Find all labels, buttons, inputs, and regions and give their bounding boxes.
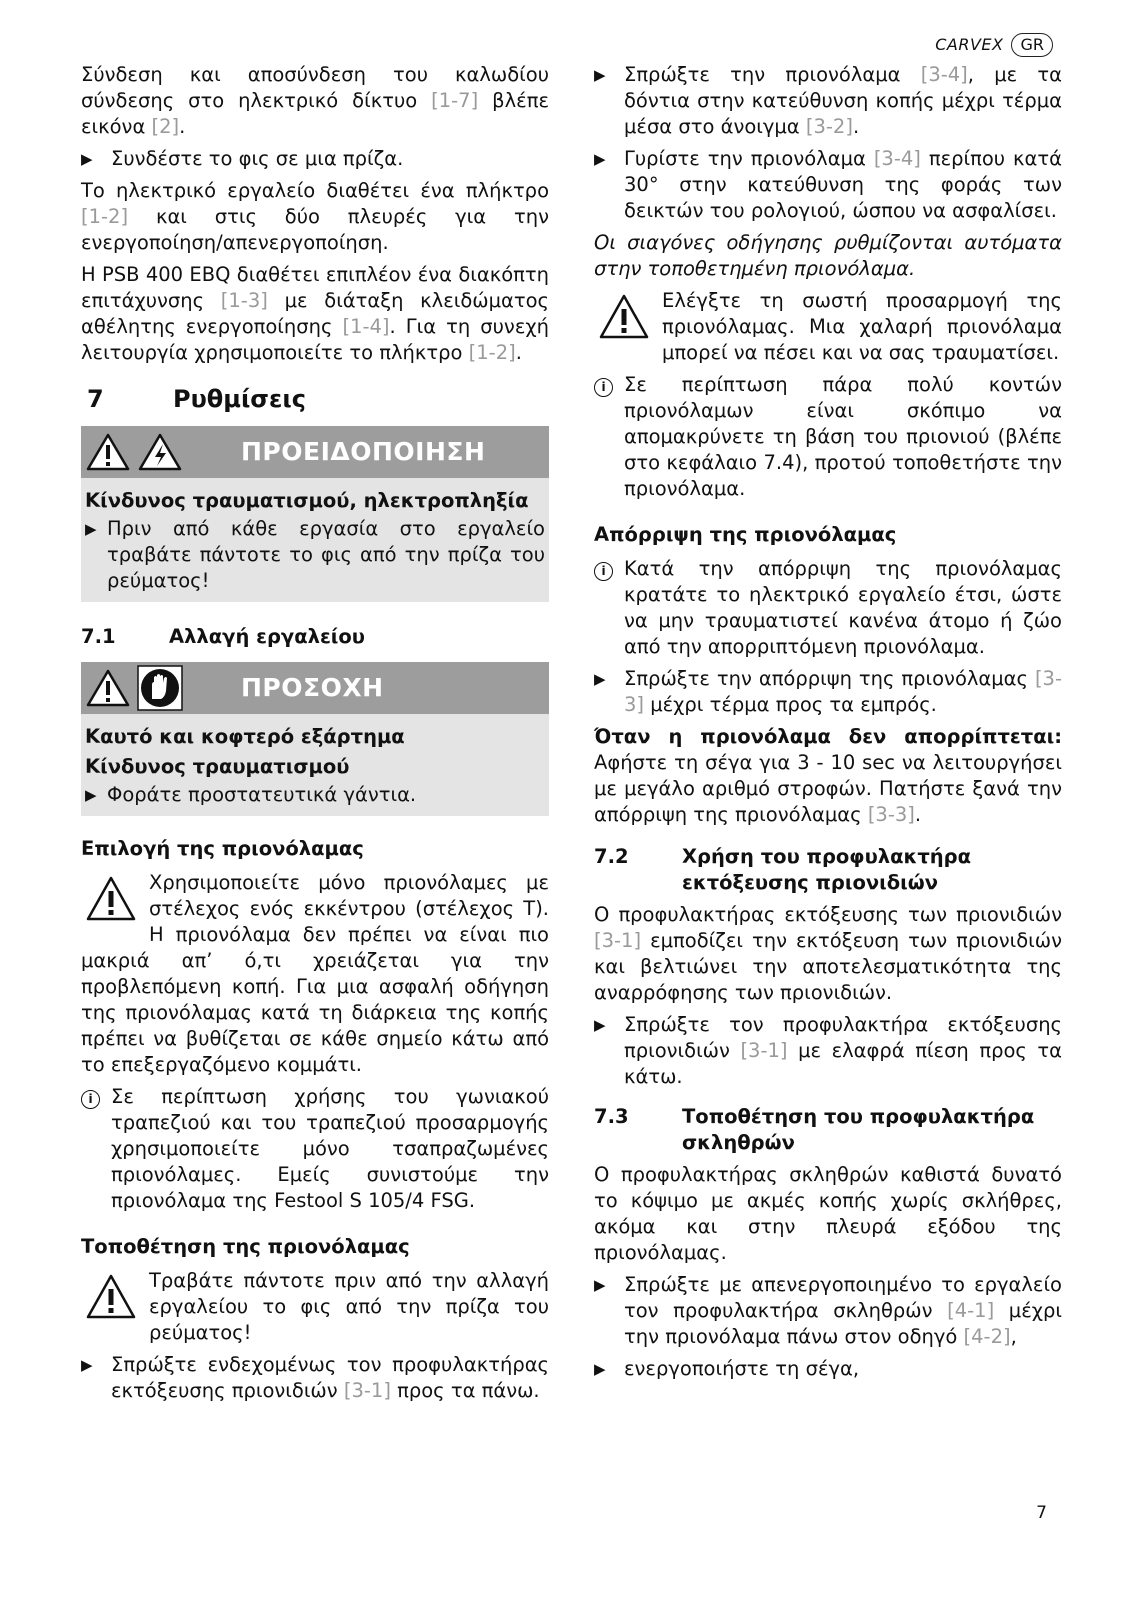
bullet-arrow-icon: ▶ [594, 1360, 606, 1378]
bullet-arrow-icon: ▶ [85, 520, 97, 538]
section-heading-7-2: 7.2 Χρήση του προφυλακτήρα εκτόξευσης πριονιδιών [594, 845, 972, 894]
subheading-blade-selection: Επιλογή της πριονόλαμας [81, 837, 364, 860]
caution-box-heading-1: Καυτό και κοφτερό εξάρτημα [85, 725, 405, 748]
info-circle-icon: i [594, 562, 613, 581]
bullet-arrow-icon: ▶ [81, 150, 93, 168]
bullet-push-chip-guard: ▶ Σπρώξτε τον προφυλακτήρα εκτόξευσης πριονιδιών [3-1] με ελαφρά πίεση προς τα κάτω. [594, 1013, 1062, 1088]
brand-name: CARVEX [935, 35, 1004, 54]
paragraph-connection: Σύνδεση και αποσύνδεση του καλωδίου σύνδεσης στο ηλεκτρικό δίκτυο [1-7] βλέπε εικόνα [2]. [81, 63, 549, 138]
info-note-short-blades: i Σε περίπτωση πάρα πολύ κοντών πριονόλαμων είναι σκόπιμο να απομακρύνετε τη βάση του πριονιού (βλέπε στο κεφάλαιο 7.4), προτού τοποθετήστε την πριονόλαμα. [594, 372, 1062, 502]
gloves-mandatory-icon [137, 665, 183, 711]
info-note-ejection: i Κατά την απόρριψη της πριονόλαμας κρατάτε το ηλεκτρικό εργαλείο έτσι, ώστε να μην τραυματιστεί κανένα άτομο ή ζώο από την απορριπτόμενη πριονόλαμα. [594, 556, 1062, 660]
subheading-blade-insertion: Τοποθέτηση της πριονόλαμας [81, 1235, 410, 1258]
bullet-push-splinter-guard: ▶ Σπρώξτε με απενεργοποιημένο το εργαλείο τον προφυλακτήρα σκληθρών [4-1] μέχρι την πριονόλαμα πάνω στον οδηγό [4-2], [594, 1273, 1062, 1348]
warning-unplug: Τραβάτε πάντοτε πριν από την αλλαγή εργαλείου το φις από την πρίζα του ρεύματος! [81, 1268, 549, 1352]
info-circle-icon: i [81, 1090, 100, 1109]
warning-blade-selection: Χρησιμοποιείτε μόνο πριονόλαμες με στέλεχος ενός εκκέντρου (στέλεχος T). Η πριονόλαμα δεν πρέπει να είναι πιο μακριά απ’ ό,τι χρειάζεται για την προβλεπόμενη κοπή. Για μια ασφαλή οδήγηση της πριονόλαμας κατά τη διάρκεια της κοπής πρέπει να βυθίζεται σε κάθε σημείο κάτω από το επεξεργαζόμενο κομμάτι. [81, 871, 549, 1076]
bullet-rotate-blade: ▶ Γυρίστε την πριονόλαμα [3-4] περίπου κατά 30° στην κατεύθυνση της φοράς των δεικτών του ρολογιού, ώσπου να ασφαλίσει. [594, 147, 1062, 222]
bullet-arrow-icon: ▶ [81, 1356, 93, 1374]
bullet-arrow-icon: ▶ [594, 150, 606, 168]
page-number: 7 [1036, 1503, 1047, 1523]
warning-box-electric: ΠΡΟΕΙΔΟΠΟΙΗΣΗ Κίνδυνος τραυματισμού, ηλεκτροπληξία ▶ Πριν από κάθε εργασία στο εργαλείο τραβάτε πάντοτε το φις από την πρίζα του ρεύματος! [81, 426, 549, 602]
warning-box-title: ΠΡΟΕΙΔΟΠΟΙΗΣΗ [241, 437, 486, 466]
bullet-arrow-icon: ▶ [594, 1016, 606, 1034]
left-column [81, 62, 549, 1410]
section-heading-7: 7 Ρυθμίσεις [87, 385, 306, 413]
paragraph-eject-fails: Όταν η πριονόλαμα δεν απορρίπτεται: Αφήστε τη σέγα για 3 - 10 sec να λειτουργήσει με μεγάλο αριθμό στροφών. Πατήστε ξανά την απόρριψη της πριονόλαμας [3-3]. [594, 725, 1062, 826]
warning-triangle-icon [85, 432, 131, 472]
language-badge: GR [1011, 33, 1053, 57]
info-circle-icon: i [594, 378, 613, 397]
italic-note-guide-jaws: Οι σιαγόνες οδήγησης ρυθμίζονται αυτόματα στην τοποθετημένη πριονόλαμα. [594, 231, 1062, 280]
bullet-switch-on: ▶ ενεργοποιήστε τη σέγα, [594, 1357, 860, 1380]
bullet-push-guard: ▶ Σπρώξτε ενδεχομένως τον προφυλακτήρας εκτόξευσης πριονιδιών [3-1] προς τα πάνω. [81, 1353, 549, 1402]
warning-triangle-icon [85, 1272, 137, 1322]
electric-hazard-icon [137, 432, 183, 472]
bullet-arrow-icon: ▶ [594, 670, 606, 688]
paragraph-chip-guard: Ο προφυλακτήρας εκτόξευσης των πριονιδιών [3-1] εμποδίζει την εκτόξευση των πριονιδιών και βελτιώνει την αποτελεσματικότητα της αναρρόφησης των πριονιδιών. [594, 903, 1062, 1004]
info-note-saw-blades: i Σε περίπτωση χρήσης του γωνιακού τραπεζιού και του τραπεζιού προσαρμογής χρησιμοποιείτε μόνο τσαπραζωμένες πριονόλαμες. Εμείς συνιστούμε την πριονόλαμα της Festool S 105/4 FSG. [81, 1084, 549, 1214]
bullet-arrow-icon: ▶ [594, 1276, 606, 1294]
bullet-plug-in: ▶ Συνδέστε το φις σε μια πρίζα. [81, 147, 404, 170]
paragraph-splinter-guard: Ο προφυλακτήρας σκληθρών καθιστά δυνατό το κόψιμο με ακμές κοπής χωρίς σκλήθρες, ακόμα και στην πλευρά εξόδου της πριονόλαμας. [594, 1163, 1062, 1264]
warning-triangle-icon [85, 668, 131, 708]
paragraph-switch: Το ηλεκτρικό εργαλείο διαθέτει ένα πλήκτρο [1-2] και στις δύο πλευρές για την ενεργοποίηση/απενεργοποίηση. [81, 179, 549, 254]
subheading-blade-ejection: Απόρριψη της πριονόλαμας [594, 523, 897, 546]
warning-triangle-icon [598, 292, 650, 342]
warning-box-heading: Κίνδυνος τραυματισμού, ηλεκτροπληξία [85, 489, 529, 512]
section-heading-7-1: 7.1 Αλλαγή εργαλείου [81, 625, 365, 648]
page-header [935, 32, 1053, 58]
bullet-arrow-icon: ▶ [85, 786, 97, 804]
caution-box-heading-2: Κίνδυνος τραυματισμού [85, 755, 350, 778]
bullet-eject: ▶ Σπρώξτε την απόρριψη της πριονόλαμας [3-3] μέχρι τέρμα προς τα εμπρός. [594, 667, 1062, 716]
bullet-arrow-icon: ▶ [594, 66, 606, 84]
caution-box-title: ΠΡΟΣΟΧΗ [241, 673, 384, 702]
caution-box-gloves: ΠΡΟΣΟΧΗ Καυτό και κοφτερό εξάρτημα Κίνδυνος τραυματισμού ▶ Φοράτε προστατευτικά γάντια. [81, 662, 549, 816]
section-heading-7-3: 7.3 Τοποθέτηση του προφυλακτήρα σκληθρών [594, 1105, 1035, 1154]
right-column [594, 62, 1062, 1388]
warning-check-blade: Ελέγξτε τη σωστή προσαρμογή της πριονόλαμας. Μια χαλαρή πριονόλαμα μπορεί να πέσει και να σας τραυματίσει. [594, 288, 1062, 372]
bullet-insert-blade: ▶ Σπρώξτε την πριονόλαμα [3-4], με τα δόντια στην κατεύθυνση κοπής μέχρι τέρμα μέσα στο άνοιγμα [3-2]. [594, 63, 1062, 138]
warning-triangle-icon [85, 874, 137, 924]
paragraph-accelerator: Η PSB 400 EBQ διαθέτει επιπλέον ένα διακόπτη επιτάχυνσης [1-3] με διάταξη κλειδώματος αθέλητης ενεργοποίησης [1-4]. Για τη συνεχή λειτουργία χρησιμοποιείτε το πλήκτρο [1-2]. [81, 263, 549, 364]
